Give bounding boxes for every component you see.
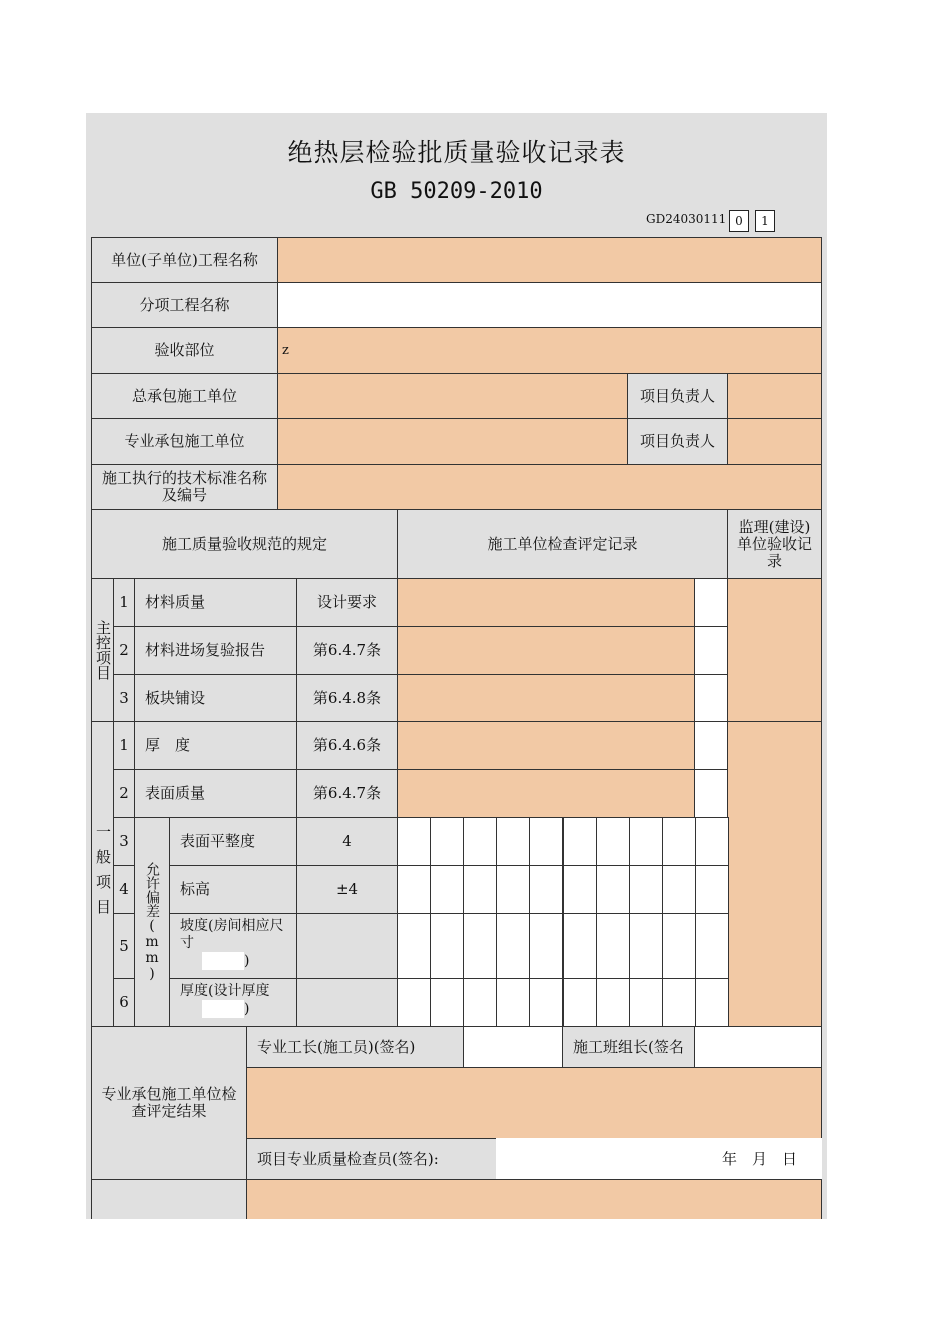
- measurement-cell[interactable]: [596, 978, 630, 1027]
- special-contractor-field[interactable]: [277, 418, 628, 465]
- measurement-cell[interactable]: [563, 865, 597, 914]
- measurement-cell[interactable]: [430, 978, 464, 1027]
- subitem-label: 分项工程名称: [91, 282, 278, 328]
- location-field[interactable]: z: [277, 327, 822, 374]
- tol-row-tail: ): [244, 953, 250, 969]
- tol-row-req: ±4: [296, 865, 398, 914]
- code-box-2[interactable]: 1: [755, 210, 775, 232]
- measurement-cell[interactable]: [496, 978, 530, 1027]
- main-row-item: 材料质量: [134, 578, 297, 627]
- measurement-cell[interactable]: [430, 913, 464, 979]
- main-row-item: 板块铺设: [134, 674, 297, 722]
- project-manager-label-2: 项目负责人: [627, 418, 728, 465]
- measurement-cell[interactable]: [463, 817, 497, 866]
- tol-row-item-thickness: [169, 978, 297, 1027]
- measurement-cell[interactable]: [496, 913, 530, 979]
- unit-name-label: 单位(子单位)工程名称: [91, 237, 278, 283]
- general-row-check[interactable]: [694, 721, 728, 770]
- measurement-cell[interactable]: [397, 913, 431, 979]
- measurement-cell[interactable]: [695, 913, 729, 979]
- main-row-item: 材料进场复验报告: [134, 626, 297, 675]
- code-box-1[interactable]: 0: [729, 210, 749, 232]
- general-label: 一般项目: [91, 721, 114, 1027]
- foreman-label: 专业工长(施工员)(签名): [246, 1026, 464, 1068]
- result-label: 专业承包施工单位检查评定结果: [91, 1026, 247, 1180]
- standard-code: GB 50209-2010: [370, 179, 543, 204]
- tol-row-item: 表面平整度: [169, 817, 297, 866]
- standard-field[interactable]: [277, 464, 822, 510]
- measurement-cell[interactable]: [529, 817, 563, 866]
- general-row-no: 1: [113, 721, 135, 770]
- measurement-cell[interactable]: [695, 865, 729, 914]
- project-manager-field[interactable]: [727, 373, 822, 419]
- slope-size-input[interactable]: [202, 952, 244, 970]
- general-row-req: 第6.4.7条: [296, 769, 398, 818]
- main-row-req: 第6.4.7条: [296, 626, 398, 675]
- general-row-record[interactable]: [397, 721, 695, 770]
- general-row-item: 厚 度: [134, 721, 297, 770]
- tolerance-label: 允许偏差(mm): [134, 817, 170, 1027]
- tol-row-item: 标高: [169, 865, 297, 914]
- tol-row-no: 4: [113, 865, 135, 914]
- measurement-cell[interactable]: [629, 913, 663, 979]
- page-bottom-margin: [0, 1219, 950, 1344]
- measurement-cell[interactable]: [695, 817, 729, 866]
- measurement-cell[interactable]: [596, 865, 630, 914]
- main-row-record[interactable]: [397, 578, 695, 627]
- main-row-no: 2: [113, 626, 135, 675]
- general-contractor-label: 总承包施工单位: [91, 373, 278, 419]
- measurement-cell[interactable]: [563, 817, 597, 866]
- date-field[interactable]: 年 月 日: [496, 1138, 822, 1180]
- main-row-req: 第6.4.8条: [296, 674, 398, 722]
- general-row-no: 2: [113, 769, 135, 818]
- inspector-label: 项目专业质量检查员(签名):: [246, 1138, 497, 1180]
- general-row-item: 表面质量: [134, 769, 297, 818]
- subitem-field[interactable]: [277, 282, 822, 328]
- measurement-cell[interactable]: [563, 913, 597, 979]
- main-supervision-field[interactable]: [727, 578, 822, 722]
- measurement-cell[interactable]: [662, 978, 696, 1027]
- form-code: GD24030111: [646, 212, 727, 226]
- supervision-header: 监理(建设)单位验收记录: [727, 509, 822, 579]
- team-leader-label: 施工班组长(签名: [562, 1026, 695, 1068]
- measurement-cell[interactable]: [596, 817, 630, 866]
- main-row-check[interactable]: [694, 578, 728, 627]
- measurement-cell[interactable]: [430, 865, 464, 914]
- main-row-check[interactable]: [694, 626, 728, 675]
- measurement-cell[interactable]: [529, 865, 563, 914]
- tol-row-req: [296, 978, 398, 1027]
- tol-row-item-text: 厚度(设计厚度: [180, 983, 270, 999]
- measurement-cell[interactable]: [496, 865, 530, 914]
- measurement-cell[interactable]: [662, 913, 696, 979]
- measurement-cell[interactable]: [629, 865, 663, 914]
- tol-row-tail: ): [244, 1001, 250, 1017]
- general-supervision-field[interactable]: [727, 721, 822, 1027]
- measurement-cell[interactable]: [397, 978, 431, 1027]
- main-row-no: 3: [113, 674, 135, 722]
- design-thickness-input[interactable]: [202, 1000, 244, 1018]
- project-manager-field-2[interactable]: [727, 418, 822, 465]
- standard-label: 施工执行的技术标准名称及编号: [91, 464, 278, 510]
- general-contractor-field[interactable]: [277, 373, 628, 419]
- measurement-cell[interactable]: [496, 817, 530, 866]
- measurement-cell[interactable]: [529, 913, 563, 979]
- team-leader-signature[interactable]: [694, 1026, 822, 1068]
- measurement-cell[interactable]: [662, 865, 696, 914]
- tol-row-req: [296, 913, 398, 979]
- form-title: 绝热层检验批质量验收记录表: [287, 138, 626, 167]
- main-control-label: 主控项目: [91, 578, 114, 722]
- special-contractor-label: 专业承包施工单位: [91, 418, 278, 465]
- measurement-cell[interactable]: [629, 817, 663, 866]
- main-row-req: 设计要求: [296, 578, 398, 627]
- general-row-record[interactable]: [397, 769, 695, 818]
- tol-row-item-text: 坡度(房间相应尺寸: [180, 918, 284, 951]
- measurement-cell[interactable]: [397, 865, 431, 914]
- project-manager-label: 项目负责人: [627, 373, 728, 419]
- measurement-cell[interactable]: [695, 978, 729, 1027]
- measurement-cell[interactable]: [430, 817, 464, 866]
- measurement-cell[interactable]: [563, 978, 597, 1027]
- general-row-check[interactable]: [694, 769, 728, 818]
- measurement-cell[interactable]: [463, 978, 497, 1027]
- measurement-cell[interactable]: [596, 913, 630, 979]
- tol-row-no: 3: [113, 817, 135, 866]
- measurement-cell[interactable]: [629, 978, 663, 1027]
- main-row-record[interactable]: [397, 626, 695, 675]
- spec-header: 施工质量验收规范的规定: [91, 509, 398, 579]
- location-label: 验收部位: [91, 327, 278, 374]
- general-row-req: 第6.4.6条: [296, 721, 398, 770]
- tol-row-item-slope: [169, 913, 297, 979]
- tol-row-req: 4: [296, 817, 398, 866]
- result-field[interactable]: [246, 1067, 822, 1139]
- measurement-cell[interactable]: [662, 817, 696, 866]
- tol-row-no: 6: [113, 978, 135, 1027]
- main-row-check[interactable]: [694, 674, 728, 722]
- record-header: 施工单位检查评定记录: [397, 509, 728, 579]
- measurement-cell[interactable]: [463, 913, 497, 979]
- measurement-cell[interactable]: [529, 978, 563, 1027]
- measurement-cell[interactable]: [463, 865, 497, 914]
- main-row-no: 1: [113, 578, 135, 627]
- unit-name-field[interactable]: [277, 237, 822, 283]
- tol-row-no: 5: [113, 913, 135, 979]
- main-row-record[interactable]: [397, 674, 695, 722]
- measurement-cell[interactable]: [397, 817, 431, 866]
- foreman-signature[interactable]: [463, 1026, 563, 1068]
